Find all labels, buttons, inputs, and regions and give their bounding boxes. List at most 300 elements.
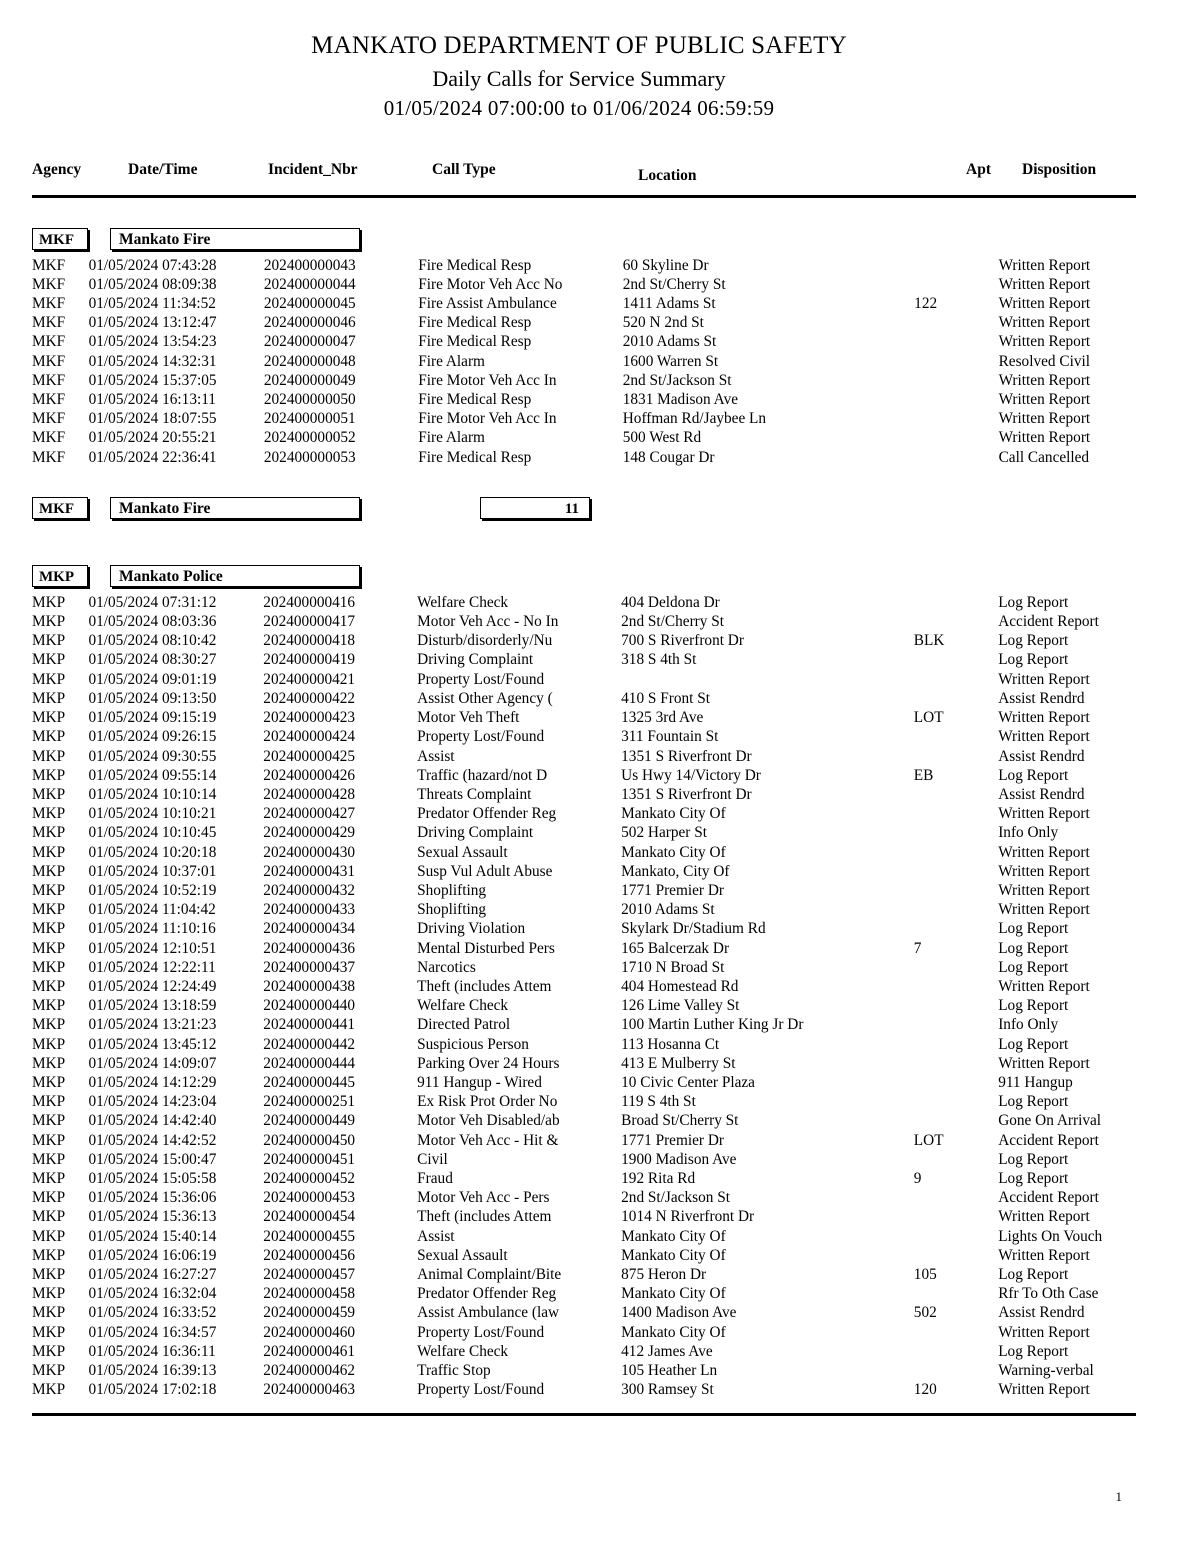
cell-agency: MKP <box>32 1093 66 1111</box>
cell-location: 300 Ramsey St <box>621 1381 714 1399</box>
cell-agency: MKP <box>32 997 66 1015</box>
cell-location: 119 S 4th St <box>621 1093 696 1111</box>
cell-datetime: 01/05/2024 11:34:52 <box>88 295 216 313</box>
cell-disposition: Log Report <box>998 1035 1069 1053</box>
cell-agency: MKP <box>32 1131 66 1149</box>
table-row <box>32 958 1136 977</box>
cell-disposition: Log Report <box>998 1265 1069 1283</box>
cell-agency: MKP <box>32 1054 66 1072</box>
cell-agency: MKP <box>32 766 66 784</box>
cell-incident-nbr: 202400000437 <box>263 958 356 976</box>
cell-agency: MKP <box>32 1342 66 1360</box>
cell-location: 2nd St/Cherry St <box>621 613 724 631</box>
cell-location: 1014 N Riverfront Dr <box>621 1208 755 1226</box>
table-row <box>32 1303 1136 1322</box>
cell-datetime: 01/05/2024 12:22:11 <box>88 958 216 976</box>
cell-apt <box>914 1284 998 1303</box>
cell-agency: MKP <box>32 1189 66 1207</box>
cell-agency: MKP <box>32 958 66 976</box>
group-spacer <box>28 521 1130 535</box>
cell-apt: 502 <box>913 1304 937 1322</box>
cell-datetime: 01/05/2024 14:12:29 <box>88 1073 217 1091</box>
cell-apt <box>914 256 998 275</box>
cell-incident-nbr: 202400000050 <box>263 391 356 409</box>
cell-location: 404 Homestead Rd <box>621 977 739 995</box>
cell-disposition: 911 Hangup <box>998 1073 1073 1091</box>
cell-apt <box>914 1361 998 1380</box>
cell-incident-nbr: 202400000418 <box>263 632 356 650</box>
cell-datetime: 01/05/2024 12:10:51 <box>88 939 217 957</box>
cell-datetime: 01/05/2024 13:21:23 <box>88 1016 217 1034</box>
cell-agency: MKF <box>32 352 66 370</box>
cell-agency: MKP <box>32 843 66 861</box>
cell-apt <box>914 996 998 1015</box>
cell-agency: MKP <box>32 862 66 880</box>
cell-call-type: Shoplifting <box>417 881 486 899</box>
cell-apt <box>914 1150 998 1169</box>
cell-call-type: Traffic Stop <box>417 1362 491 1379</box>
column-header-apt: Apt <box>966 160 991 178</box>
cell-agency: MKP <box>32 824 66 842</box>
cell-agency: MKF <box>32 314 66 332</box>
cell-location: 1351 S Riverfront Dr <box>621 785 752 803</box>
cell-agency: MKP <box>32 1246 66 1264</box>
cell-agency: MKP <box>32 901 66 919</box>
cell-incident-nbr: 202400000428 <box>263 785 356 803</box>
cell-disposition: Accident Report <box>998 1189 1099 1207</box>
cell-apt <box>914 409 998 428</box>
cell-incident-nbr: 202400000046 <box>263 314 356 332</box>
table-row <box>32 708 1136 727</box>
cell-datetime: 01/05/2024 11:04:42 <box>88 901 216 919</box>
group-header <box>32 565 1130 589</box>
cell-incident-nbr: 202400000454 <box>263 1208 356 1226</box>
cell-location: 2nd St/Jackson St <box>621 1189 730 1207</box>
cell-datetime: 01/05/2024 10:37:01 <box>88 862 217 880</box>
cell-datetime: 01/05/2024 16:33:52 <box>88 1304 217 1322</box>
cell-location: 520 N 2nd St <box>622 314 704 332</box>
cell-call-type: Fire Medical Resp <box>418 256 532 274</box>
cell-location: 105 Heather Ln <box>621 1362 718 1379</box>
table-row <box>32 862 1136 881</box>
cell-apt <box>914 313 998 332</box>
cell-location: 126 Lime Valley St <box>621 997 740 1015</box>
table-row <box>32 670 1136 689</box>
cell-incident-nbr: 202400000434 <box>263 920 356 938</box>
cell-apt <box>914 352 998 371</box>
cell-incident-nbr: 202400000423 <box>263 709 356 727</box>
cell-disposition: Written Report <box>998 1054 1090 1072</box>
cell-incident-nbr: 202400000251 <box>263 1093 356 1111</box>
cell-apt <box>914 881 998 900</box>
cell-apt <box>914 1207 998 1226</box>
cell-disposition: Written Report <box>998 1381 1090 1399</box>
cell-incident-nbr: 202400000430 <box>263 843 356 861</box>
table-row <box>32 1092 1136 1111</box>
cell-disposition: Log Report <box>998 958 1069 976</box>
cell-incident-nbr: 202400000053 <box>263 448 356 466</box>
calls-table <box>32 593 1136 1400</box>
cell-agency: MKP <box>32 1304 66 1322</box>
cell-apt <box>914 900 998 919</box>
cell-call-type: Welfare Check <box>417 1342 509 1360</box>
cell-datetime: 01/05/2024 13:54:23 <box>88 333 217 351</box>
cell-apt <box>914 689 998 708</box>
cell-call-type: Property Lost/Found <box>417 728 545 746</box>
cell-disposition: Written Report <box>998 805 1090 823</box>
cell-apt <box>914 977 998 996</box>
cell-location: 100 Martin Luther King Jr Dr <box>621 1016 804 1034</box>
cell-call-type: Disturb/disorderly/Nu <box>417 632 553 650</box>
cell-apt <box>914 1092 998 1111</box>
cell-datetime: 01/05/2024 08:03:36 <box>88 613 217 631</box>
cell-call-type: Welfare Check <box>417 593 509 611</box>
cell-incident-nbr: 202400000445 <box>263 1073 356 1091</box>
cell-datetime: 01/05/2024 16:13:11 <box>88 391 216 409</box>
cell-location: 2nd St/Cherry St <box>622 275 726 293</box>
cell-datetime: 01/05/2024 16:36:11 <box>88 1342 216 1360</box>
cell-incident-nbr: 202400000422 <box>263 689 356 707</box>
cell-call-type: Animal Complaint/Bite <box>417 1265 562 1283</box>
table-row <box>32 352 1136 371</box>
cell-apt <box>914 1035 998 1054</box>
cell-location: 875 Heron Dr <box>621 1265 707 1283</box>
cell-apt <box>914 428 998 447</box>
table-row <box>32 1265 1136 1284</box>
cell-call-type: Fire Motor Veh Acc In <box>418 410 557 428</box>
cell-agency: MKP <box>32 1112 66 1130</box>
cell-incident-nbr: 202400000416 <box>263 593 356 611</box>
table-row <box>32 1284 1136 1303</box>
cell-agency: MKP <box>32 881 66 899</box>
cell-datetime: 01/05/2024 16:34:57 <box>88 1323 217 1341</box>
cell-datetime: 01/05/2024 13:12:47 <box>88 314 217 332</box>
cell-call-type: Susp Vul Adult Abuse <box>417 862 553 880</box>
cell-incident-nbr: 202400000429 <box>263 824 356 842</box>
table-row <box>32 1342 1136 1361</box>
cell-incident-nbr: 202400000045 <box>263 295 356 313</box>
table-row <box>32 766 1136 785</box>
cell-location: Us Hwy 14/Victory Dr <box>621 766 761 784</box>
cell-location: Mankato, City Of <box>621 862 730 880</box>
cell-call-type: Parking Over 24 Hours <box>417 1054 560 1072</box>
cell-disposition: Gone On Arrival <box>998 1112 1102 1130</box>
cell-datetime: 01/05/2024 14:23:04 <box>88 1093 217 1111</box>
cell-incident-nbr: 202400000051 <box>263 410 356 428</box>
cell-datetime: 01/05/2024 10:10:45 <box>88 824 217 842</box>
cell-location: 412 James Ave <box>621 1342 713 1360</box>
column-header-location: Location <box>638 166 697 184</box>
cell-datetime: 01/05/2024 09:13:50 <box>88 689 217 707</box>
cell-disposition: Written Report <box>998 333 1091 351</box>
cell-location: 148 Cougar Dr <box>622 448 715 466</box>
cell-agency: MKF <box>32 333 66 351</box>
cell-datetime: 01/05/2024 07:31:12 <box>88 593 217 611</box>
cell-disposition: Log Report <box>998 651 1069 669</box>
table-row <box>32 1015 1136 1034</box>
cell-datetime: 01/05/2024 09:30:55 <box>88 747 217 765</box>
table-row <box>32 593 1136 612</box>
cell-disposition: Written Report <box>998 314 1091 332</box>
column-header-datetime: Date/Time <box>128 160 198 178</box>
cell-location: 1900 Madison Ave <box>621 1150 737 1168</box>
cell-disposition: Written Report <box>998 391 1091 409</box>
cell-call-type: Assist Ambulance (law <box>417 1304 560 1322</box>
cell-agency: MKF <box>32 448 66 466</box>
cell-agency: MKF <box>32 371 66 389</box>
cell-disposition: Call Cancelled <box>998 448 1090 466</box>
cell-call-type: Assist <box>417 1227 455 1245</box>
cell-location: 10 Civic Center Plaza <box>621 1073 755 1091</box>
report-header <box>28 32 1130 123</box>
cell-agency: MKP <box>32 1265 66 1283</box>
cell-location: 311 Fountain St <box>621 728 719 746</box>
cell-agency: MKP <box>32 1208 66 1226</box>
cell-apt <box>914 1246 998 1265</box>
table-row <box>32 1188 1136 1207</box>
table-row <box>32 448 1136 467</box>
table-row <box>32 823 1136 842</box>
cell-agency: MKP <box>32 1073 66 1091</box>
cell-agency: MKF <box>32 410 66 428</box>
cell-call-type: Fire Medical Resp <box>418 333 532 351</box>
cell-disposition: Written Report <box>998 1208 1090 1226</box>
cell-call-type: Fire Motor Veh Acc In <box>418 371 557 389</box>
cell-datetime: 01/05/2024 15:05:58 <box>88 1169 217 1187</box>
cell-disposition: Written Report <box>998 1246 1090 1264</box>
table-row <box>32 631 1136 650</box>
cell-apt <box>914 670 998 689</box>
cell-apt: 7 <box>913 939 922 957</box>
table-row <box>32 900 1136 919</box>
cell-disposition: Warning-verbal <box>998 1362 1094 1379</box>
cell-datetime: 01/05/2024 16:06:19 <box>88 1246 217 1264</box>
cell-agency: MKP <box>32 651 66 669</box>
cell-call-type: Theft (includes Attem <box>417 1208 552 1226</box>
table-row <box>32 996 1136 1015</box>
cell-agency: MKF <box>32 256 66 274</box>
cell-call-type: Property Lost/Found <box>417 1381 545 1399</box>
cell-disposition: Written Report <box>998 843 1090 861</box>
cell-location: 1831 Madison Ave <box>622 391 739 409</box>
cell-disposition: Rfr To Oth Case <box>998 1285 1099 1303</box>
cell-location: Mankato City Of <box>621 843 726 861</box>
cell-datetime: 01/05/2024 16:27:27 <box>88 1265 217 1283</box>
cell-datetime: 01/05/2024 10:20:18 <box>88 843 217 861</box>
cell-location: Hoffman Rd/Jaybee Ln <box>622 410 767 428</box>
cell-agency: MKP <box>32 785 66 803</box>
cell-datetime: 01/05/2024 15:37:05 <box>88 371 217 389</box>
cell-disposition: Written Report <box>998 256 1091 274</box>
table-row <box>32 919 1136 938</box>
table-row <box>32 1246 1136 1265</box>
cell-apt <box>914 804 998 823</box>
cell-incident-nbr: 202400000438 <box>263 977 356 995</box>
header-divider <box>32 195 1136 198</box>
cell-incident-nbr: 202400000456 <box>263 1246 356 1264</box>
cell-incident-nbr: 202400000049 <box>263 371 356 389</box>
column-header-disposition: Disposition <box>1022 160 1097 178</box>
cell-apt <box>914 919 998 938</box>
cell-agency: MKP <box>32 747 66 765</box>
cell-agency: MKP <box>32 593 66 611</box>
cell-call-type: Motor Veh Theft <box>417 709 520 727</box>
cell-incident-nbr: 202400000419 <box>263 651 356 669</box>
cell-agency: MKF <box>32 429 66 447</box>
cell-call-type: Civil <box>417 1150 448 1168</box>
footer-divider <box>32 1413 1136 1416</box>
cell-datetime: 01/05/2024 13:45:12 <box>88 1035 217 1053</box>
cell-call-type: Fire Alarm <box>418 429 485 447</box>
cell-datetime: 01/05/2024 08:09:38 <box>88 275 217 293</box>
table-row <box>32 1361 1136 1380</box>
cell-apt <box>914 650 998 669</box>
cell-location: 1325 3rd Ave <box>621 709 704 727</box>
cell-disposition: Written Report <box>998 275 1091 293</box>
cell-call-type: Suspicious Person <box>417 1035 529 1053</box>
cell-call-type: Fire Motor Veh Acc No <box>418 275 563 293</box>
cell-disposition: Written Report <box>998 728 1090 746</box>
cell-disposition: Lights On Vouch <box>998 1227 1103 1245</box>
cell-disposition: Assist Rendrd <box>998 785 1085 803</box>
cell-datetime: 01/05/2024 14:42:40 <box>88 1112 217 1130</box>
cell-location: 60 Skyline Dr <box>622 256 709 274</box>
cell-call-type: Driving Complaint <box>417 824 534 842</box>
cell-apt <box>914 332 998 351</box>
cell-call-type: Predator Offender Reg <box>417 805 557 823</box>
cell-datetime: 01/05/2024 10:52:19 <box>88 881 217 899</box>
table-row <box>32 1169 1136 1188</box>
cell-apt <box>914 1188 998 1207</box>
table-row <box>32 1054 1136 1073</box>
group-count: 11 <box>480 497 590 519</box>
cell-datetime: 01/05/2024 07:43:28 <box>88 256 217 274</box>
cell-datetime: 01/05/2024 17:02:18 <box>88 1381 217 1399</box>
table-row <box>32 1380 1136 1399</box>
cell-apt <box>914 371 998 390</box>
cell-datetime: 01/05/2024 16:39:13 <box>88 1362 217 1379</box>
cell-incident-nbr: 202400000043 <box>263 256 356 274</box>
table-row <box>32 390 1136 409</box>
table-row <box>32 727 1136 746</box>
cell-datetime: 01/05/2024 09:15:19 <box>88 709 217 727</box>
cell-incident-nbr: 202400000436 <box>263 939 356 957</box>
cell-agency: MKP <box>32 709 66 727</box>
table-row <box>32 1227 1136 1246</box>
cell-call-type: Fire Medical Resp <box>418 314 532 332</box>
cell-location <box>621 670 914 689</box>
cell-incident-nbr: 202400000444 <box>263 1054 356 1072</box>
cell-apt: EB <box>913 766 934 784</box>
cell-location: 700 S Riverfront Dr <box>621 632 744 650</box>
cell-location: 318 S 4th St <box>621 651 697 669</box>
table-row <box>32 313 1136 332</box>
table-row <box>32 256 1136 275</box>
cell-location: 1771 Premier Dr <box>621 881 724 899</box>
cell-call-type: Ex Risk Prot Order No <box>417 1093 558 1111</box>
cell-location: 2010 Adams St <box>622 333 717 351</box>
cell-agency: MKP <box>32 1227 66 1245</box>
table-row <box>32 409 1136 428</box>
cell-apt <box>914 390 998 409</box>
cell-location: 404 Deldona Dr <box>621 593 720 611</box>
cell-incident-nbr: 202400000417 <box>263 613 356 631</box>
table-row <box>32 881 1136 900</box>
cell-disposition: Written Report <box>998 429 1091 447</box>
cell-apt: 120 <box>913 1381 937 1399</box>
cell-call-type: 911 Hangup - Wired <box>417 1073 542 1091</box>
cell-agency: MKP <box>32 1150 66 1168</box>
cell-call-type: Theft (includes Attem <box>417 977 552 995</box>
table-row <box>32 843 1136 862</box>
cell-datetime: 01/05/2024 09:55:14 <box>88 766 217 784</box>
cell-disposition: Written Report <box>998 371 1091 389</box>
cell-apt <box>914 862 998 881</box>
group-footer-name: Mankato Fire <box>110 497 360 519</box>
cell-apt <box>914 1342 998 1361</box>
cell-apt: LOT <box>913 709 944 727</box>
group-name: Mankato Police <box>110 565 360 587</box>
cell-datetime: 01/05/2024 10:10:14 <box>88 785 217 803</box>
cell-disposition: Resolved Civil <box>998 352 1090 370</box>
cell-agency: MKP <box>32 1323 66 1341</box>
table-row <box>32 747 1136 766</box>
table-row <box>32 1131 1136 1150</box>
cell-location: 2nd St/Jackson St <box>622 371 732 389</box>
cell-disposition: Written Report <box>998 1323 1090 1341</box>
cell-disposition: Written Report <box>998 881 1090 899</box>
calls-table <box>32 256 1136 467</box>
cell-location: Mankato City Of <box>621 805 726 823</box>
cell-apt <box>914 1054 998 1073</box>
cell-agency: MKP <box>32 1169 66 1187</box>
cell-apt <box>914 593 998 612</box>
table-row <box>32 1035 1136 1054</box>
cell-incident-nbr: 202400000427 <box>263 805 356 823</box>
cell-datetime: 01/05/2024 15:40:14 <box>88 1227 217 1245</box>
cell-location: Mankato City Of <box>621 1227 726 1245</box>
cell-agency: MKP <box>32 689 66 707</box>
cell-call-type: Property Lost/Found <box>417 1323 545 1341</box>
cell-location: Mankato City Of <box>621 1246 726 1264</box>
table-row <box>32 332 1136 351</box>
cell-incident-nbr: 202400000450 <box>263 1131 356 1149</box>
cell-disposition: Assist Rendrd <box>998 747 1085 765</box>
table-row <box>32 612 1136 631</box>
cell-call-type: Shoplifting <box>417 901 486 919</box>
cell-apt: BLK <box>913 632 945 650</box>
cell-location: Mankato City Of <box>621 1323 726 1341</box>
cell-incident-nbr: 202400000425 <box>263 747 356 765</box>
cell-disposition: Written Report <box>998 862 1090 880</box>
table-row <box>32 804 1136 823</box>
cell-call-type: Directed Patrol <box>417 1016 511 1034</box>
cell-incident-nbr: 202400000452 <box>263 1169 356 1187</box>
cell-incident-nbr: 202400000451 <box>263 1150 356 1168</box>
cell-disposition: Written Report <box>998 977 1090 995</box>
cell-incident-nbr: 202400000449 <box>263 1112 356 1130</box>
report-body <box>28 228 1130 1400</box>
cell-agency: MKP <box>32 1035 66 1053</box>
cell-disposition: Log Report <box>998 1093 1069 1111</box>
cell-call-type: Sexual Assault <box>417 843 508 861</box>
cell-apt <box>914 747 998 766</box>
cell-call-type: Motor Veh Acc - No In <box>417 613 559 631</box>
cell-location: 1771 Premier Dr <box>621 1131 724 1149</box>
cell-incident-nbr: 202400000460 <box>263 1323 356 1341</box>
cell-datetime: 01/05/2024 10:10:21 <box>88 805 217 823</box>
cell-datetime: 01/05/2024 15:36:06 <box>88 1189 217 1207</box>
